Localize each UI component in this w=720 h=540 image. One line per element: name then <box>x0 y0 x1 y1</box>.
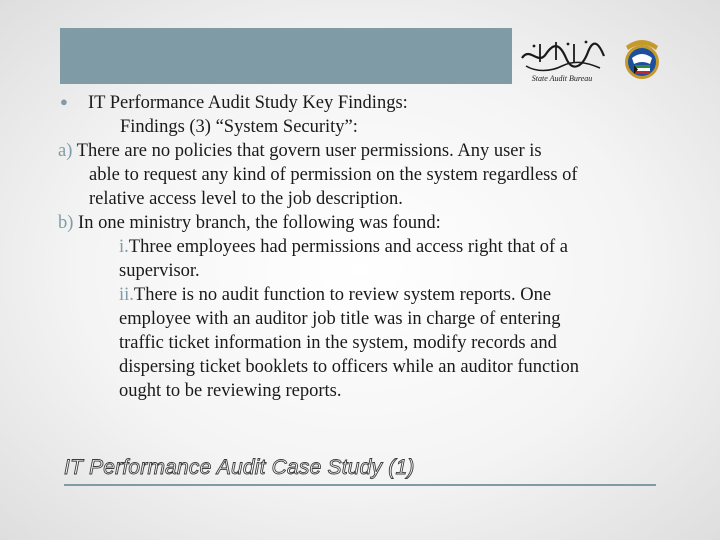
roman-i-label: i. <box>119 237 129 257</box>
bullet-line <box>58 90 658 115</box>
roman-ii-line-3: traffic ticket information in the system, modify records and <box>119 333 557 353</box>
item-a-line-3: relative access level to the job description. <box>89 189 403 209</box>
findings-subtitle: Findings (3) “System Security”: <box>120 117 358 137</box>
item-a-text: There are no policies that govern user permissions. Any user is <box>76 141 542 161</box>
footer-title: IT Performance Audit Case Study (1) <box>64 456 415 479</box>
roman-ii-label: ii. <box>119 285 134 305</box>
header-band <box>60 28 512 84</box>
roman-ii-line-5: ought to be reviewing reports. <box>119 381 342 401</box>
item-a-first-line <box>58 139 658 163</box>
dot-bullet-icon: ● <box>60 94 68 109</box>
footer-divider <box>64 484 656 486</box>
item-b-label: b) <box>58 213 74 233</box>
roman-ii-text: There is no audit function to review system reports. One <box>133 285 552 305</box>
item-b-text: In one ministry branch, the following was found: <box>78 213 441 233</box>
item-a-line-2: able to request any kind of permission on the system regardless of <box>89 165 578 185</box>
roman-ii-line-2: employee with an auditor job title was in charge of entering <box>119 309 561 329</box>
roman-ii-first-line <box>58 283 658 307</box>
item-b-line <box>58 211 658 235</box>
item-a-label: a) <box>58 141 73 161</box>
roman-i-text: Three employees had permissions and access right that of a <box>128 237 568 257</box>
logo-caption: State Audit Bureau <box>531 74 593 83</box>
kuwait-emblem-icon <box>618 32 666 84</box>
roman-i-line-2: supervisor. <box>119 261 200 281</box>
bullet-heading: IT Performance Audit Study Key Findings: <box>88 93 408 113</box>
roman-ii-line-4: dispersing ticket booklets to officers while an auditor function <box>119 357 579 377</box>
roman-i-first-line <box>58 235 658 259</box>
state-audit-bureau-logo <box>516 32 608 84</box>
findings-body <box>58 90 658 403</box>
